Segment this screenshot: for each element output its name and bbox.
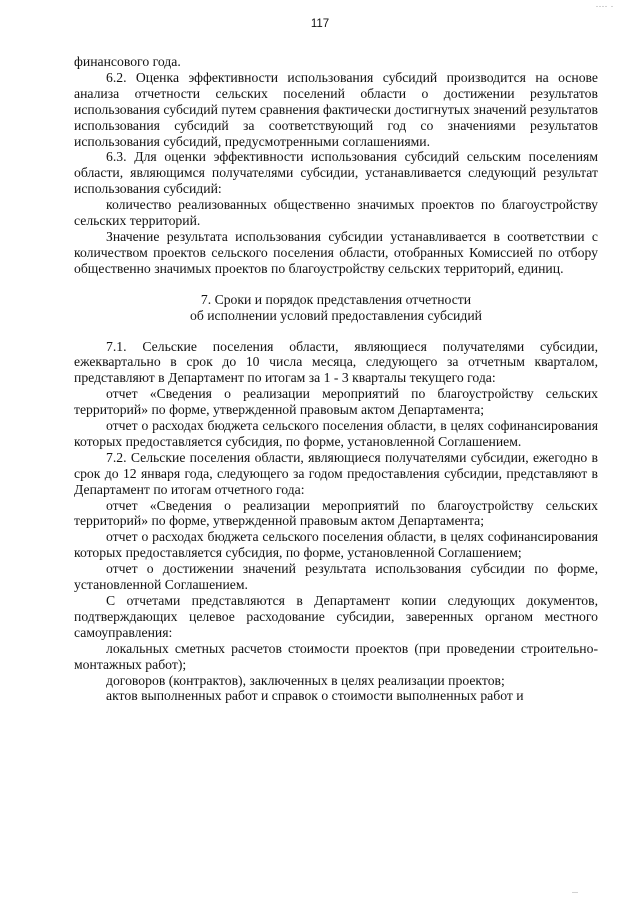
paragraph-document-acts: актов выполненных работ и справок о стоимости выполненных работ и [106,688,524,704]
bottom-scan-mark: ∙∙∙ [572,888,578,897]
paragraph-7-2-report-3: отчет о достижении значений результата использования субсидии по форме, установленной Соглашением. [74,561,598,593]
paragraph-7-2: 7.2. Сельские поселения области, являющиеся получателями субсидии, ежегодно в срок до 12 января года, следующего за годом предоставления субсидии, представляют в Департамент по итогам отчетного года: [74,449,598,497]
paragraph-7-1: 7.1. Сельские поселения области, являющиеся получателями субсидии, ежеквартально в срок до 10 числа месяца, следующего за отчетным кварталом, представляют в Департамент по итогам за 1 - 3 кварталы текущего года: [74,338,598,386]
paragraph-6-2: 6.2. Оценка эффективности использования субсидий производится на основе анализа отчетности сельских поселений области о достижении результатов использования субсидий путем сравнения фактически достигнутых значений результатов использования субсидий за соответствующий год со значениями результатов использования субсидий, предусмотренными соглашениями. [74,69,598,149]
paragraph-attached-documents: С отчетами представляются в Департамент копии следующих документов, подтверждающих целевое расходование субсидии, заверенных органом местного самоуправления: [74,593,598,640]
page-number: 117 [310,18,330,30]
section-7-heading-line-1: 7. Сроки и порядок представления отчетности [200,291,472,307]
paragraph-6-3: 6.3. Для оценки эффективности использования субсидий сельским поселениям области, являющимся получателями субсидии, устанавливается следующий результат использования субсидий: [74,149,598,197]
paragraph-7-2-report-1: отчет «Сведения о реализации мероприятий по благоустройству сельских территорий» по форме, утвержденной правовым актом Департамента; [74,497,598,529]
paragraph-7-1-report-2: отчет о расходах бюджета сельского поселения области, в целях софинансирования которых предоставляется субсидия, по форме, установленной Соглашением. [74,418,598,449]
section-7-heading [74,292,598,324]
paragraph-continuation: финансового года. [74,54,181,69]
paragraph-7-1-report-1: отчет «Сведения о реализации мероприятий по благоустройству сельских территорий» по форме, утвержденной правовым актом Департамента; [74,386,598,418]
paragraph-result-value: Значение результата использования субсидии устанавливается в соответствии с количеством проектов сельского поселения области, отобранных Комиссией по отбору общественно значимых проектов по благоустройству сельских территорий, единиц. [74,228,598,276]
paragraph-document-estimates: локальных сметных расчетов стоимости проектов (при проведении строительно-монтажных работ); [74,640,598,672]
document-body [74,54,598,704]
corner-scan-mark: ∙∙∙∙ ∙ [596,2,614,11]
paragraph-result-indicator: количество реализованных общественно значимых проектов по благоустройству сельских территорий. [74,197,598,229]
section-7-heading-line-2: об исполнении условий предоставления субсидий [190,307,482,323]
paragraph-document-contracts: договоров (контрактов), заключенных в целях реализации проектов; [106,672,505,688]
paragraph-7-2-report-2: отчет о расходах бюджета сельского поселения области, в целях софинансирования которых предоставляется субсидия, по форме, установленной Соглашением; [74,529,598,561]
